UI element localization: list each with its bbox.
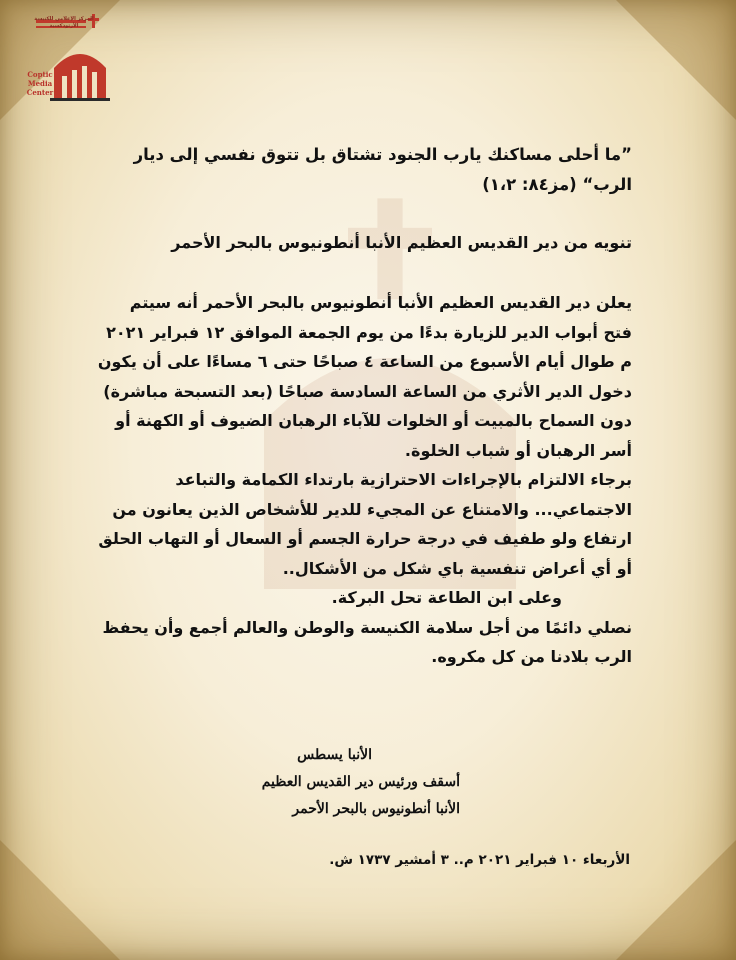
bible-verse: ”ما أحلى مساكنك يارب الجنود تشتاق بل تتوق نفسي إلى ديار الرب“ (مز٨٤: ١،٢) [133, 145, 632, 194]
corner-shade-top-right [616, 0, 736, 120]
signature-name: الأنبا يسطس [297, 747, 372, 763]
paragraph-precautions: برجاء الالتزام بالإجراءات الاحترازية بارتداء الكمامة والتباعد الاجتماعي... والامتناع عن المجيء للدير للأشخاص الذين يعانون من ارتفاع ولو طفيف في درجة حرارة الجسم أو السعال أو التهاب الحلق أو أي أعراض تنفسية باي شكل من الأشكال.. [98, 470, 632, 578]
logo-line-center: Center [26, 88, 54, 97]
announcement-body [96, 140, 632, 672]
signature-block [130, 742, 460, 823]
logo-line-coptic: Coptic [27, 70, 53, 79]
logo-line-media: Media [27, 79, 53, 88]
announcement-date: الأربعاء ١٠ فبراير ٢٠٢١ م.. ٣ أمشير ١٧٣٧ ش. [329, 852, 630, 868]
logo-arabic-text: المركز الإعلامي للكنيسة الأرثوذكسية [34, 16, 94, 29]
signature-title-line1: أسقف ورئيس دير القديس العظيم [261, 774, 460, 790]
paragraph-prayer: نصلي دائمًا من أجل سلامة الكنيسة والوطن والعالم أجمع وأن يحفظ الرب بلادنا من كل مكروه. [102, 617, 632, 666]
signature-title-line2: الأنبا أنطونيوس بالبحر الأحمر [292, 801, 460, 817]
announcement-headline: تنويه من دير القديس العظيم الأنبا أنطونيوس بالبحر الأحمر [171, 233, 632, 252]
corner-shade-bottom-right [616, 840, 736, 960]
paragraph-opening-hours: يعلن دير القديس العظيم الأنبا أنطونيوس بالبحر الأحمر أنه سيتم فتح أبواب الدير للزيارة بدءًا من يوم الجمعة الموافق ١٢ فبراير ٢٠٢١ م طوال أيام الأسبوع من الساعة ٤ صباحًا حتى ٦ مساءًا على أن يكون دخول الدير الأثري من الساعة السادسة صباحًا (بعد التسبحة مباشرة) دون السماح بالمبيت أو الخلوات للآباء الرهبان الضيوف أو الكهنة أو أسر الرهبان أو شباب الخلوة. [97, 293, 632, 460]
logo-english-text [20, 70, 60, 97]
paragraph-blessing: وعلى ابن الطاعة تحل البركة. [331, 588, 562, 607]
corner-shade-bottom-left [0, 840, 120, 960]
